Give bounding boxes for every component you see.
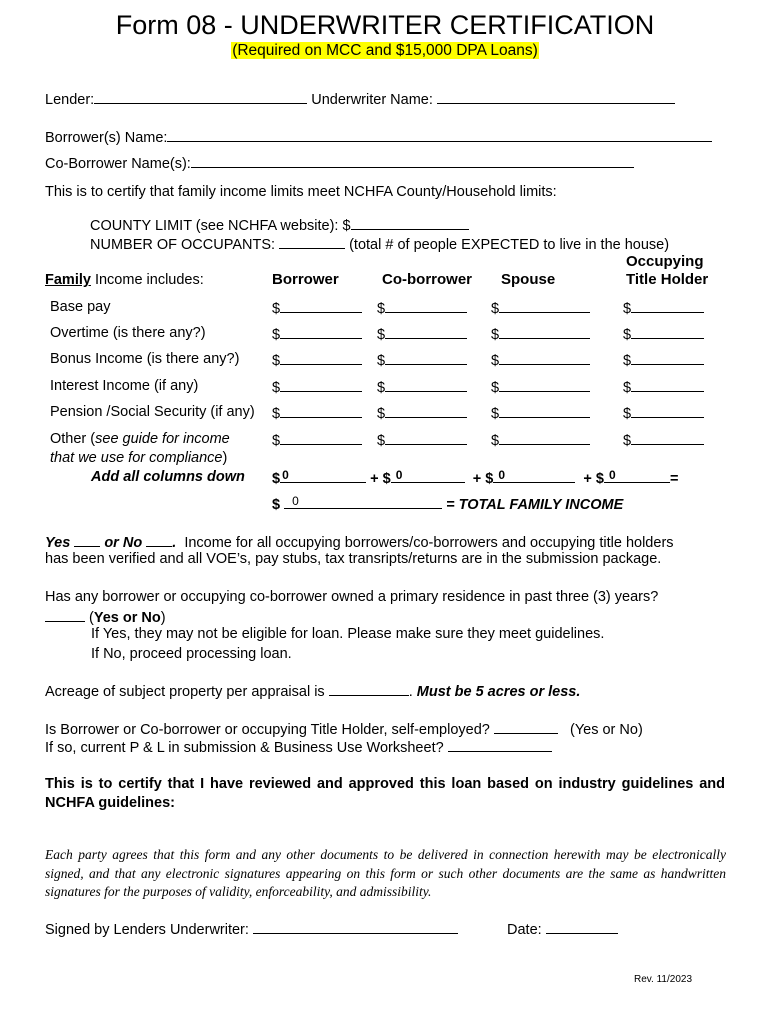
other-input-borrower[interactable] (280, 430, 362, 445)
col-header-borrower: Borrower (272, 271, 339, 288)
income-input-coborrower[interactable] (385, 377, 467, 392)
verification-line-1 (45, 532, 674, 552)
total-dollar-3: $ (485, 471, 494, 487)
total-dollar-4: $ (595, 471, 604, 487)
occupants-note: (total # of people EXPECTED to live in the house) (349, 237, 670, 253)
verification-yes-field[interactable] (74, 532, 100, 547)
self-employed-question: Is Borrower or Co-borrower or occupying Title Holder, self-employed? (45, 722, 490, 738)
coborrower-names-field[interactable] (191, 153, 634, 168)
income-input-titleholder[interactable] (631, 298, 704, 313)
income-input-spouse[interactable] (499, 403, 590, 418)
other-cell-titleholder (623, 430, 704, 450)
total-family-income-field[interactable] (284, 494, 442, 509)
income-input-spouse[interactable] (499, 298, 590, 313)
col-header-coborrower: Co-borrower (382, 271, 472, 288)
total-dollar-2: $ (382, 471, 391, 487)
dollar-sign: $ (377, 380, 386, 396)
residence-question: Has any borrower or occupying co-borrower owned a primary residence in past three (3) years? (45, 589, 659, 605)
income-input-spouse[interactable] (499, 377, 590, 392)
dollar-sign: $ (272, 406, 281, 422)
occupants-label: NUMBER OF OCCUPANTS: (90, 237, 276, 253)
income-cell-titleholder (623, 298, 704, 318)
residence-if-no: If No, proceed processing loan. (91, 646, 292, 662)
income-row-label: Bonus Income (is there any?) (50, 351, 240, 367)
total-borrower-value: 0 (282, 468, 289, 482)
self-employed-field[interactable] (494, 719, 558, 734)
income-cell-spouse (491, 324, 590, 344)
income-row-label: Interest Income (if any) (50, 378, 199, 394)
income-input-coborrower[interactable] (385, 298, 467, 313)
family-word: Family (45, 272, 91, 288)
other-italic-1: see guide for income (95, 431, 230, 447)
dollar-sign: $ (491, 353, 500, 369)
dollar-sign: $ (272, 380, 281, 396)
dollar-sign: $ (491, 301, 500, 317)
verification-text-1: Income for all occupying borrowers/co-borrowers and occupying title holders (184, 535, 674, 551)
income-cell-coborrower (377, 350, 467, 370)
pl-field[interactable] (448, 737, 552, 752)
lender-row (45, 89, 675, 109)
dollar-sign: $ (623, 406, 632, 422)
income-cell-spouse (491, 377, 590, 397)
coborrower-names-label: Co-Borrower Name(s): (45, 156, 191, 172)
dollar-sign: $ (272, 433, 281, 449)
dollar-sign: $ (377, 301, 386, 317)
total-family-income-value: 0 (292, 494, 299, 508)
other-suffix: ) (222, 450, 228, 466)
income-input-borrower[interactable] (280, 298, 362, 313)
income-input-titleholder[interactable] (631, 377, 704, 392)
income-row-label: Base pay (50, 299, 111, 315)
pl-row (45, 737, 552, 757)
other-input-spouse[interactable] (499, 430, 590, 445)
page-title: Form 08 - UNDERWRITER CERTIFICATION (115, 10, 655, 40)
income-input-titleholder[interactable] (631, 324, 704, 339)
lender-label: Lender: (45, 92, 95, 108)
income-input-titleholder[interactable] (631, 350, 704, 365)
total-coborrower-field[interactable] (391, 468, 465, 483)
income-cell-borrower (272, 324, 362, 344)
dollar-sign: $ (377, 353, 386, 369)
total-titleholder-field[interactable] (604, 468, 670, 483)
page-subtitle: (Required on MCC and $15,000 DPA Loans) (232, 42, 538, 59)
acreage-must-text: Must be 5 acres or less. (416, 684, 581, 700)
equals-sign: = (669, 471, 679, 487)
grand-total-dollar: $ (272, 497, 281, 513)
total-dollar-1: $ (272, 471, 281, 487)
dollar-sign: $ (623, 380, 632, 396)
income-row-label: Overtime (is there any?) (50, 325, 206, 341)
dollar-sign: $ (272, 301, 281, 317)
occupants-row (90, 234, 669, 254)
dollar-sign: $ (623, 301, 632, 317)
dollar-sign: $ (491, 380, 500, 396)
pl-question: If so, current P & L in submission & Business Use Worksheet? (45, 740, 444, 756)
income-input-spouse[interactable] (499, 350, 590, 365)
verification-text-2: has been verified and all VOE’s, pay stubs, tax transripts/returns are in the submission package. (45, 551, 662, 567)
verification-no-field[interactable] (146, 532, 172, 547)
total-family-income-row (272, 494, 623, 514)
dollar-sign: $ (272, 353, 281, 369)
acreage-field[interactable] (329, 681, 409, 696)
borrower-names-label: Borrower(s) Name: (45, 130, 168, 146)
plus-1: + (370, 471, 379, 487)
add-all-label: Add all columns down (91, 469, 245, 485)
income-cell-titleholder (623, 403, 704, 423)
lender-field[interactable] (94, 89, 307, 104)
income-cell-borrower (272, 350, 362, 370)
income-cell-spouse (491, 350, 590, 370)
verification-period: . (172, 535, 177, 551)
plus-3: + (583, 471, 592, 487)
other-row-label (50, 430, 230, 448)
subtitle-wrap (0, 41, 770, 61)
dollar-sign: $ (623, 353, 632, 369)
income-input-borrower[interactable] (280, 324, 362, 339)
income-row-label: Pension /Social Security (if any) (50, 404, 255, 420)
signature-row (45, 919, 458, 939)
income-input-borrower[interactable] (280, 377, 362, 392)
revision-label: Rev. 11/2023 (634, 974, 693, 985)
income-input-coborrower[interactable] (385, 350, 467, 365)
col-header-spouse: Spouse (501, 271, 556, 288)
signed-by-label: Signed by Lenders Underwriter: (45, 922, 249, 938)
residence-yes-or-no: Yes or No (93, 610, 161, 626)
county-limit-row (90, 215, 469, 235)
county-limit-field[interactable] (351, 215, 469, 230)
other-italic-2: that we use for compliance (50, 450, 223, 466)
income-cell-borrower (272, 403, 362, 423)
other-cell-coborrower (377, 430, 467, 450)
underwriter-name-label: Underwriter Name: (311, 92, 433, 108)
income-input-titleholder[interactable] (631, 403, 704, 418)
certify-intro: This is to certify that family income limits meet NCHFA County/Household limits: (45, 184, 557, 200)
total-family-income-label: = TOTAL FAMILY INCOME (446, 497, 624, 513)
income-cell-coborrower (377, 377, 467, 397)
dollar-sign: $ (377, 406, 386, 422)
col-header-occupying: Occupying (626, 253, 704, 270)
verification-yes-label: Yes (45, 535, 71, 551)
income-cell-titleholder (623, 350, 704, 370)
date-field[interactable] (546, 919, 618, 934)
income-input-spouse[interactable] (499, 324, 590, 339)
residence-answer-field[interactable] (45, 607, 85, 622)
income-cell-coborrower (377, 324, 467, 344)
total-borrower-field[interactable] (280, 468, 366, 483)
income-cell-spouse (491, 298, 590, 318)
residence-answer-row: (Yes or No) (45, 607, 166, 627)
total-spouse-field[interactable] (493, 468, 575, 483)
other-input-titleholder[interactable] (631, 430, 704, 445)
income-cell-coborrower (377, 298, 467, 318)
underwriter-name-field[interactable] (437, 89, 675, 104)
county-limit-label: COUNTY LIMIT (see NCHFA website): $ (90, 218, 351, 234)
date-label: Date: (507, 922, 542, 938)
other-prefix: Other ( (50, 431, 96, 447)
total-spouse-value: 0 (498, 468, 506, 482)
self-employed-row (45, 719, 643, 739)
total-titleholder-value: 0 (608, 468, 616, 482)
acreage-label: Acreage of subject property per appraisal is (45, 684, 325, 700)
income-cell-coborrower (377, 403, 467, 423)
esign-statement: Each party agrees that this form and any other documents to be delivered in connection herewith may be electronically signed, and that any electronic signatures appearing on this form or such other documents are the same as handwritten signatures for the purposes of validity, enforceability, and admissibility. (45, 847, 726, 899)
other-cell-borrower (272, 430, 362, 450)
income-includes-label: Income includes: (90, 272, 204, 288)
self-employed-yes-no: (Yes or No) (569, 722, 643, 738)
borrower-names-field[interactable] (167, 127, 712, 142)
dollar-sign: $ (272, 327, 281, 343)
other-row-label-2 (50, 449, 227, 467)
dollar-sign: $ (491, 433, 500, 449)
income-input-borrower[interactable] (280, 403, 362, 418)
column-totals-row (272, 468, 678, 488)
income-cell-borrower (272, 377, 362, 397)
col-header-title-holder: Title Holder (626, 271, 709, 288)
income-input-borrower[interactable] (280, 350, 362, 365)
coborrower-names-row (45, 153, 634, 173)
dollar-sign: $ (377, 433, 386, 449)
signature-field[interactable] (253, 919, 458, 934)
date-row (507, 919, 618, 939)
acreage-row: Acreage of subject property per appraisal is . Must be 5 acres or less. (45, 681, 580, 701)
income-cell-titleholder (623, 377, 704, 397)
dollar-sign: $ (377, 327, 386, 343)
certification-statement: This is to certify that I have reviewed and approved this loan based on industry guidelines and NCHFA guidelines: (45, 776, 725, 811)
income-input-coborrower[interactable] (385, 403, 467, 418)
income-cell-borrower (272, 298, 362, 318)
income-cell-spouse (491, 403, 590, 423)
dollar-sign: $ (491, 406, 500, 422)
dollar-sign: $ (623, 433, 632, 449)
income-input-coborrower[interactable] (385, 324, 467, 339)
dollar-sign: $ (623, 327, 632, 343)
other-cell-spouse (491, 430, 590, 450)
family-income-heading (45, 271, 204, 289)
income-cell-titleholder (623, 324, 704, 344)
plus-2: + (472, 471, 482, 487)
borrower-names-row (45, 127, 712, 147)
total-coborrower-value: 0 (395, 468, 403, 482)
residence-if-yes: If Yes, they may not be eligible for loan. Please make sure they meet guidelines. (91, 626, 605, 642)
dollar-sign: $ (491, 327, 500, 343)
occupants-field[interactable] (279, 234, 345, 249)
verification-no-label: or No (104, 535, 143, 551)
other-input-coborrower[interactable] (385, 430, 467, 445)
